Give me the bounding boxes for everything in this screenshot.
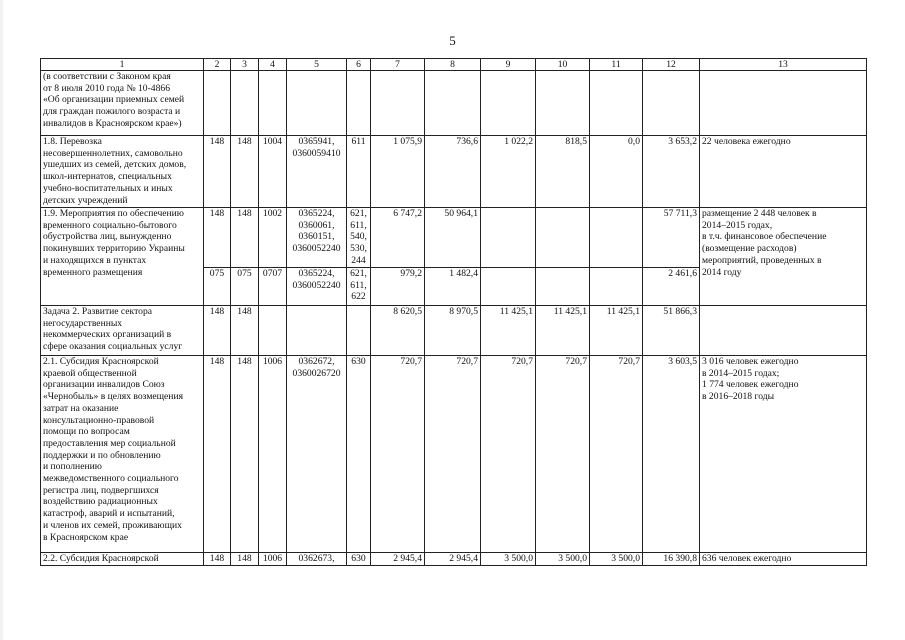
cell: 3 653,2	[643, 136, 700, 208]
table-row	[41, 553, 867, 566]
cell: 1002	[259, 208, 287, 268]
cell: 8 970,5	[425, 306, 481, 356]
column-header: 13	[700, 59, 867, 71]
column-header: 11	[590, 59, 643, 71]
cell: 148	[204, 208, 231, 268]
cell: 1 482,4	[425, 268, 481, 306]
cell	[481, 208, 536, 268]
column-header: 3	[231, 59, 259, 71]
cell: 3 500,0	[536, 553, 590, 566]
cell	[204, 71, 231, 136]
table-row	[41, 208, 867, 268]
cell: 148	[231, 553, 259, 566]
cell	[700, 306, 867, 356]
cell: 0365224, 0360061, 0360151, 0360052240	[287, 208, 347, 268]
cell: 11 425,1	[536, 306, 590, 356]
cell	[481, 268, 536, 306]
cell: 2 461,6	[643, 268, 700, 306]
cell: 0362672, 0360026720	[287, 356, 347, 553]
cell: 720,7	[536, 356, 590, 553]
table-row	[41, 71, 867, 136]
cell	[259, 306, 287, 356]
cell: 148	[204, 306, 231, 356]
cell	[536, 268, 590, 306]
cell: 1 075,9	[371, 136, 425, 208]
row-name: 1.9. Мероприятия по обеспечению временного социально-бытового обустройства лиц, вынужденно покинувших территорию Украины и находящихся в пунктах временного размещения	[41, 208, 204, 306]
cell: 2 945,4	[425, 553, 481, 566]
page-number: 5	[449, 33, 456, 48]
cell: 075	[204, 268, 231, 306]
cell: 6 747,2	[371, 208, 425, 268]
budget-table	[40, 58, 867, 566]
cell: 57 711,3	[643, 208, 700, 268]
cell: 1 022,2	[481, 136, 536, 208]
row-name: Задача 2. Развитие сектора негосударственных некоммерческих организаций в сфере оказания социальных услуг	[41, 306, 204, 356]
cell	[643, 71, 700, 136]
cell: 148	[231, 208, 259, 268]
cell: размещение 2 448 человек в 2014–2015 годах, в т.ч. финансовое обеспечение (возмещение расходов) мероприятий, проведенных в 2014 году	[700, 208, 867, 306]
scan-edge	[0, 0, 3, 640]
cell: 636 человек ежегодно	[700, 553, 867, 566]
cell: 720,7	[481, 356, 536, 553]
cell: 8 620,5	[371, 306, 425, 356]
cell: 1006	[259, 553, 287, 566]
cell: 621, 611, 622	[347, 268, 371, 306]
cell: 148	[231, 306, 259, 356]
cell	[347, 71, 371, 136]
cell	[287, 71, 347, 136]
cell: 148	[231, 356, 259, 553]
cell: 979,2	[371, 268, 425, 306]
cell: 736,6	[425, 136, 481, 208]
cell	[590, 71, 643, 136]
cell: 11 425,1	[590, 306, 643, 356]
cell	[287, 306, 347, 356]
cell	[231, 71, 259, 136]
cell: 611	[347, 136, 371, 208]
cell	[481, 71, 536, 136]
cell: 148	[204, 136, 231, 208]
cell: 3 016 человек ежегодно в 2014–2015 годах; 1 774 человек ежегодно в 2016–2018 годы	[700, 356, 867, 553]
table-row	[41, 306, 867, 356]
cell	[259, 71, 287, 136]
cell: 51 866,3	[643, 306, 700, 356]
cell: 0707	[259, 268, 287, 306]
cell: 11 425,1	[481, 306, 536, 356]
cell: 621, 611, 540, 530, 244	[347, 208, 371, 268]
cell	[425, 71, 481, 136]
cell: 22 человека ежегодно	[700, 136, 867, 208]
cell: 3 603,5	[643, 356, 700, 553]
cell: 630	[347, 356, 371, 553]
column-header: 6	[347, 59, 371, 71]
column-header: 8	[425, 59, 481, 71]
row-name: 2.2. Субсидия Красноярской	[41, 553, 204, 566]
header-row	[41, 59, 867, 71]
cell	[700, 71, 867, 136]
cell	[590, 208, 643, 268]
cell	[590, 268, 643, 306]
column-header: 5	[287, 59, 347, 71]
cell: 3 500,0	[590, 553, 643, 566]
cell: 0,0	[590, 136, 643, 208]
cell: 1004	[259, 136, 287, 208]
column-header: 9	[481, 59, 536, 71]
cell: 0365941, 0360059410	[287, 136, 347, 208]
column-header: 10	[536, 59, 590, 71]
cell: 148	[204, 553, 231, 566]
row-name: (в соответствии с Законом края от 8 июля 2010 года № 10-4866 «Об организации приемных семей для граждан пожилого возраста и инвалидов в Красноярском крае»)	[41, 71, 204, 136]
column-header: 2	[204, 59, 231, 71]
cell: 075	[231, 268, 259, 306]
cell: 3 500,0	[481, 553, 536, 566]
cell: 720,7	[425, 356, 481, 553]
cell: 148	[204, 356, 231, 553]
cell: 0362673,	[287, 553, 347, 566]
column-header: 4	[259, 59, 287, 71]
cell: 50 964,1	[425, 208, 481, 268]
table-row	[41, 356, 867, 553]
cell: 818,5	[536, 136, 590, 208]
cell: 16 390,8	[643, 553, 700, 566]
cell: 0365224, 0360052240	[287, 268, 347, 306]
column-header: 7	[371, 59, 425, 71]
row-name: 2.1. Субсидия Красноярской краевой общественной организации инвалидов Союз «Чернобыль» в целях возмещения затрат на оказание консультационно-правовой помощи по вопросам предоставления мер социальной поддержки и по обновлению и пополнению межведомственного социального регистра лиц, подвергшихся воздействию радиационных катастроф, аварий и испытаний, и членов их семей, проживающих в Красноярском крае	[41, 356, 204, 553]
cell: 2 945,4	[371, 553, 425, 566]
table-row	[41, 136, 867, 208]
cell	[536, 208, 590, 268]
cell: 1006	[259, 356, 287, 553]
column-header: 1	[41, 59, 204, 71]
cell	[536, 71, 590, 136]
cell: 630	[347, 553, 371, 566]
row-name: 1.8. Перевозка несовершеннолетних, самовольно ушедших из семей, детских домов, школ-интернатов, специальных учебно-воспитательных и иных детских учреждений	[41, 136, 204, 208]
cell: 720,7	[371, 356, 425, 553]
cell: 148	[231, 136, 259, 208]
cell: 720,7	[590, 356, 643, 553]
column-header: 12	[643, 59, 700, 71]
cell	[371, 71, 425, 136]
cell	[347, 306, 371, 356]
